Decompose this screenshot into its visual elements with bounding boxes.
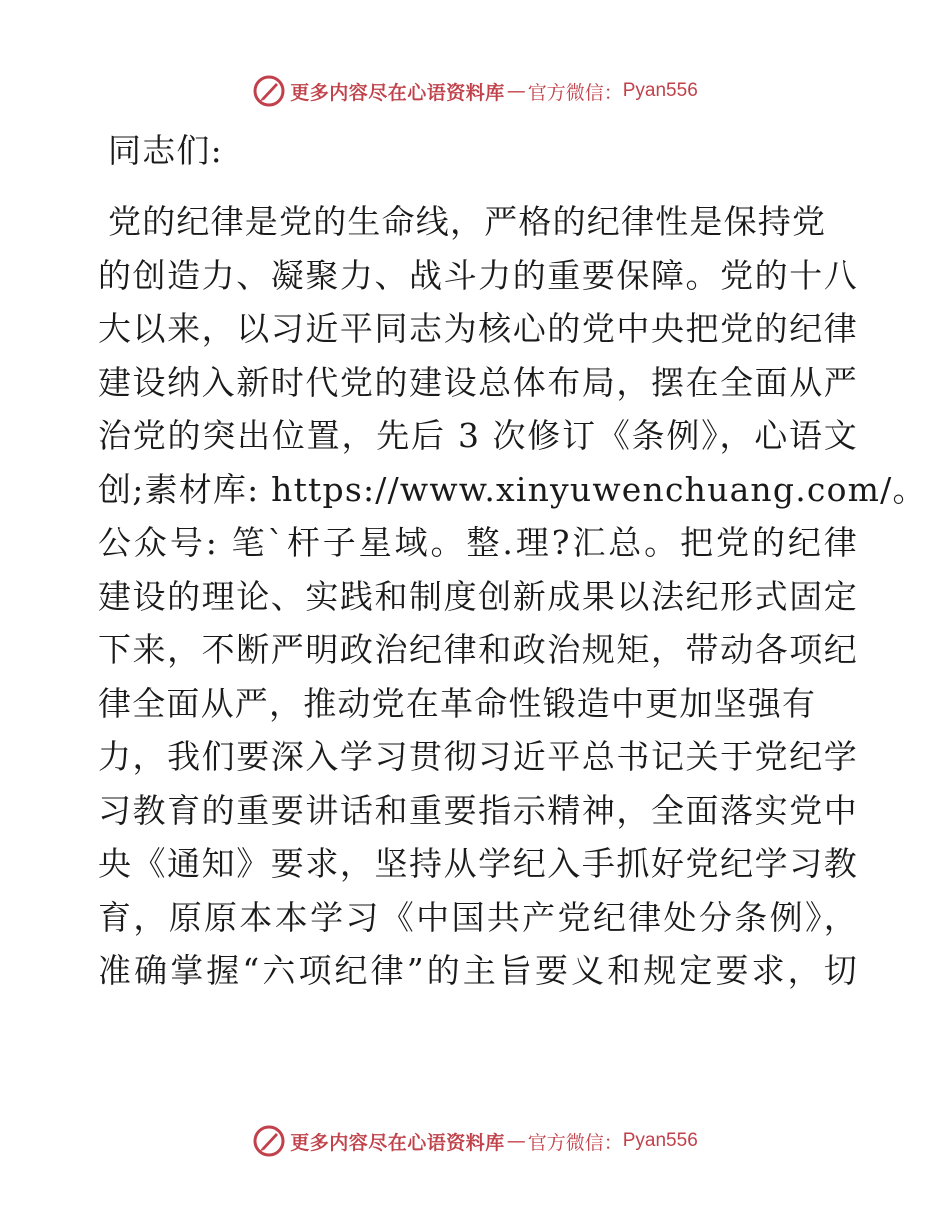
- body-line: 律全面从严，推动党在革命性锻造中更加坚强有: [98, 683, 817, 723]
- body-line: 习教育的重要讲话和重要指示精神，全面落实党中: [98, 790, 858, 830]
- banner-wechat-id: Pyan556: [622, 80, 698, 101]
- quill-logo-icon: [252, 74, 286, 108]
- body-line: 准确掌握“六项纪律”的主旨要义和规定要求，切: [98, 951, 858, 990]
- body-line: 治党的突出位置，先后 3 次修订《条例》，心语文: [98, 416, 858, 455]
- body-paragraph: [98, 195, 927, 998]
- banner-separator: —: [506, 80, 526, 102]
- body-line: 公众号: 笔`杆子星域。整.理?汇总。把党的纪律: [98, 523, 858, 562]
- body-line: 大以来，以习近平同志为核心的党中央把党的纪律: [98, 309, 858, 348]
- body-line: 力，我们要深入学习贯彻习近平总书记关于党纪学: [98, 737, 858, 776]
- quill-logo-icon: [252, 1124, 286, 1158]
- body-line: 党的纪律是党的生命线，严格的纪律性是保持党: [108, 202, 827, 241]
- body-line: 央《通知》要求，坚持从学纪入手抓好党纪学习教: [98, 844, 858, 883]
- body-line: 建设纳入新时代党的建设总体布局，摆在全面从严: [98, 362, 858, 402]
- banner-site-text: 更多内容尽在心语资料库: [290, 81, 505, 104]
- salutation: 同志们:: [108, 131, 223, 170]
- footer-banner: [0, 1121, 950, 1161]
- body-line: 下来，不断严明政治纪律和政治规矩，带动各项纪: [98, 630, 858, 669]
- banner-wechat-label: 官方微信：: [527, 1131, 623, 1154]
- body-line: 建设的理论、实践和制度创新成果以法纪形式固定: [98, 576, 858, 616]
- banner-wechat-id: Pyan556: [622, 1130, 698, 1151]
- banner-site-text: 更多内容尽在心语资料库: [290, 1131, 505, 1154]
- header-banner: [0, 71, 950, 111]
- body-line: 的创造力、凝聚力、战斗力的重要保障。党的十八: [98, 255, 858, 295]
- body-line: 育，原原本本学习《中国共产党纪律处分条例》，: [98, 897, 858, 937]
- banner-wechat-label: 官方微信：: [527, 81, 623, 104]
- banner-separator: —: [506, 1130, 526, 1152]
- body-line: 创;素材库: https://www.xinyuwenchuang.com/。: [98, 469, 927, 509]
